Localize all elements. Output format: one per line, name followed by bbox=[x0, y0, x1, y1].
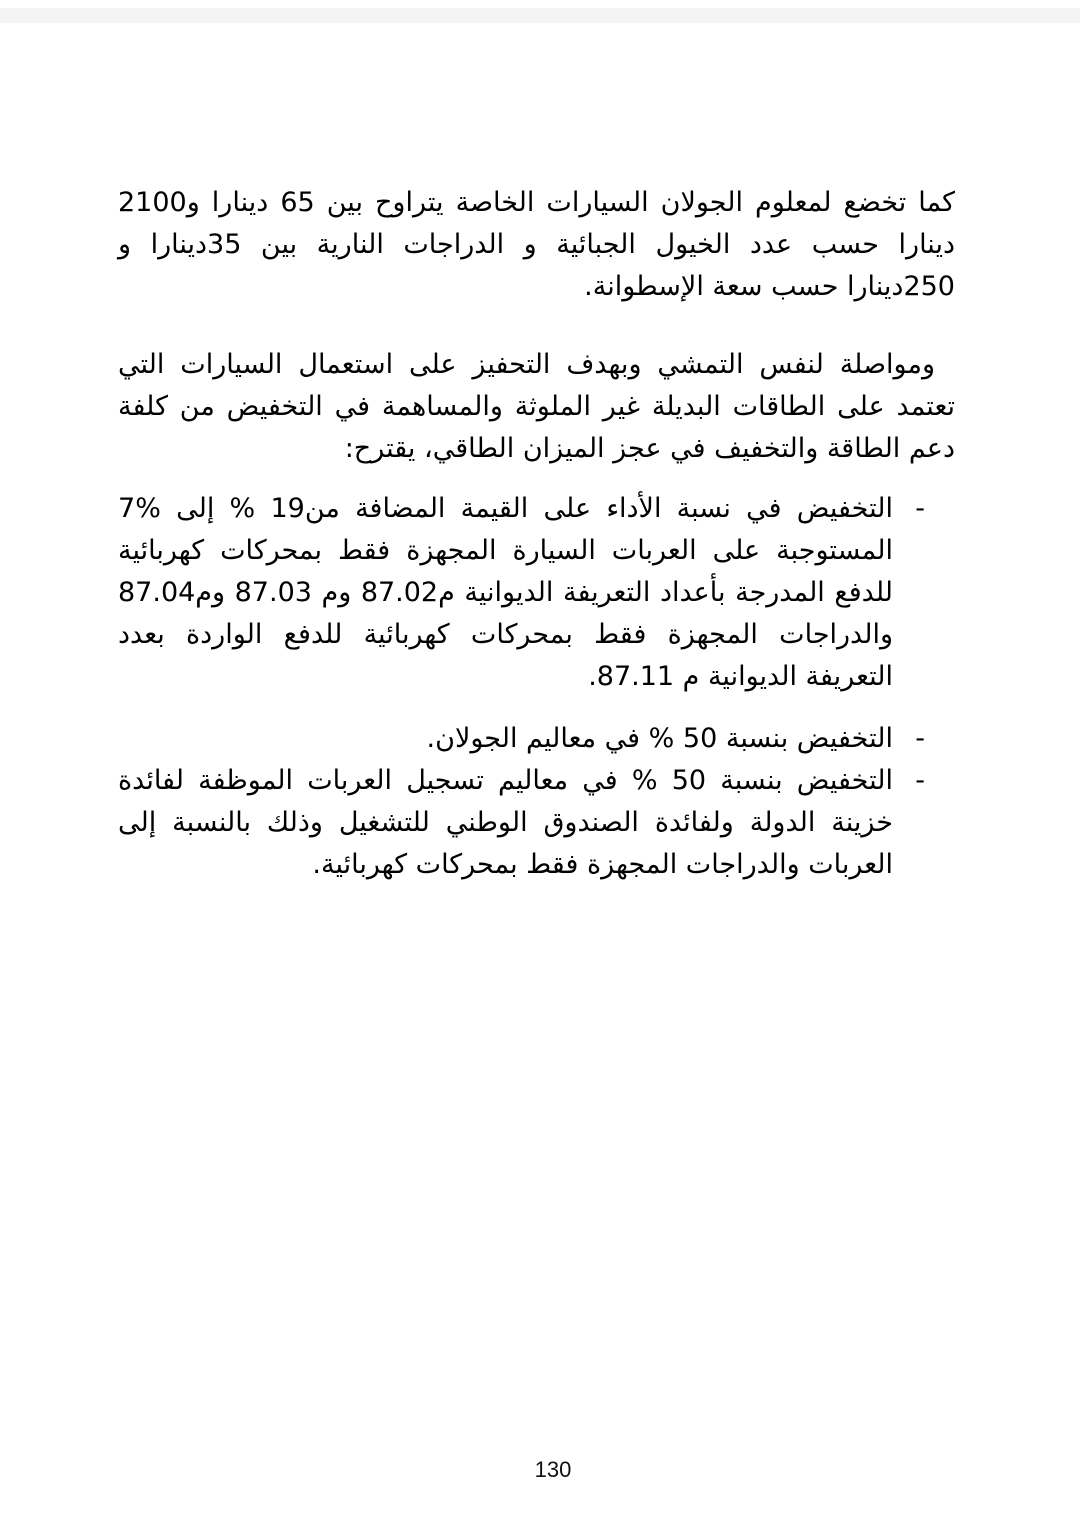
bullet-text-circulation-fees: التخفيض بنسبة 50 % في معاليم الجولان. bbox=[426, 723, 893, 754]
bullet-item-vat-reduction bbox=[118, 488, 955, 698]
bullet-dash-icon: - bbox=[915, 723, 925, 754]
page-top-strip bbox=[0, 8, 1080, 23]
bullet-dash-icon: - bbox=[915, 493, 925, 524]
proposal-bullet-list bbox=[118, 488, 955, 886]
bullet-text-vat-reduction: التخفيض في نسبة الأداء على القيمة المضافة من19 % إلى %7 المستوجبة على العربات السيارة المجهزة فقط بمحركات كهربائية للدفع المدرجة بأعداد التعريفة الديوانية م87.02 وم 87.03 وم87.04 والدراجات المجهزة فقط بمحركات كهربائية للدفع الواردة بعدد التعريفة الديوانية م 87.11. bbox=[118, 493, 893, 692]
bullet-item-registration-fees bbox=[118, 760, 955, 886]
page-number: 130 bbox=[534, 1457, 572, 1482]
bullet-text-registration-fees: التخفيض بنسبة 50 % في معاليم تسجيل العربات الموظفة لفائدة خزينة الدولة ولفائدة الصندوق الوطني للتشغيل وذلك بالنسبة إلى العربات والدراجات المجهزة فقط بمحركات كهربائية. bbox=[118, 765, 893, 880]
paragraph-proposal-intro: ومواصلة لنفس التمشي وبهدف التحفيز على استعمال السيارات التي تعتمد على الطاقات البديلة غير الملوثة والمساهمة في التخفيض من كلفة دعم الطاقة والتخفيف في عجز الميزان الطاقي، يقترح: bbox=[118, 349, 955, 464]
bullet-item-circulation-fees bbox=[118, 718, 955, 760]
document-body bbox=[118, 182, 955, 886]
bullet-dash-icon: - bbox=[915, 765, 925, 796]
paragraph-circulation-tax: كما تخضع لمعلوم الجولان السيارات الخاصة يتراوح بين 65 دينارا و2100 دينارا حسب عدد الخيول الجبائية و الدراجات النارية بين 35دينارا و 250دينارا حسب سعة الإسطوانة. bbox=[118, 187, 955, 302]
